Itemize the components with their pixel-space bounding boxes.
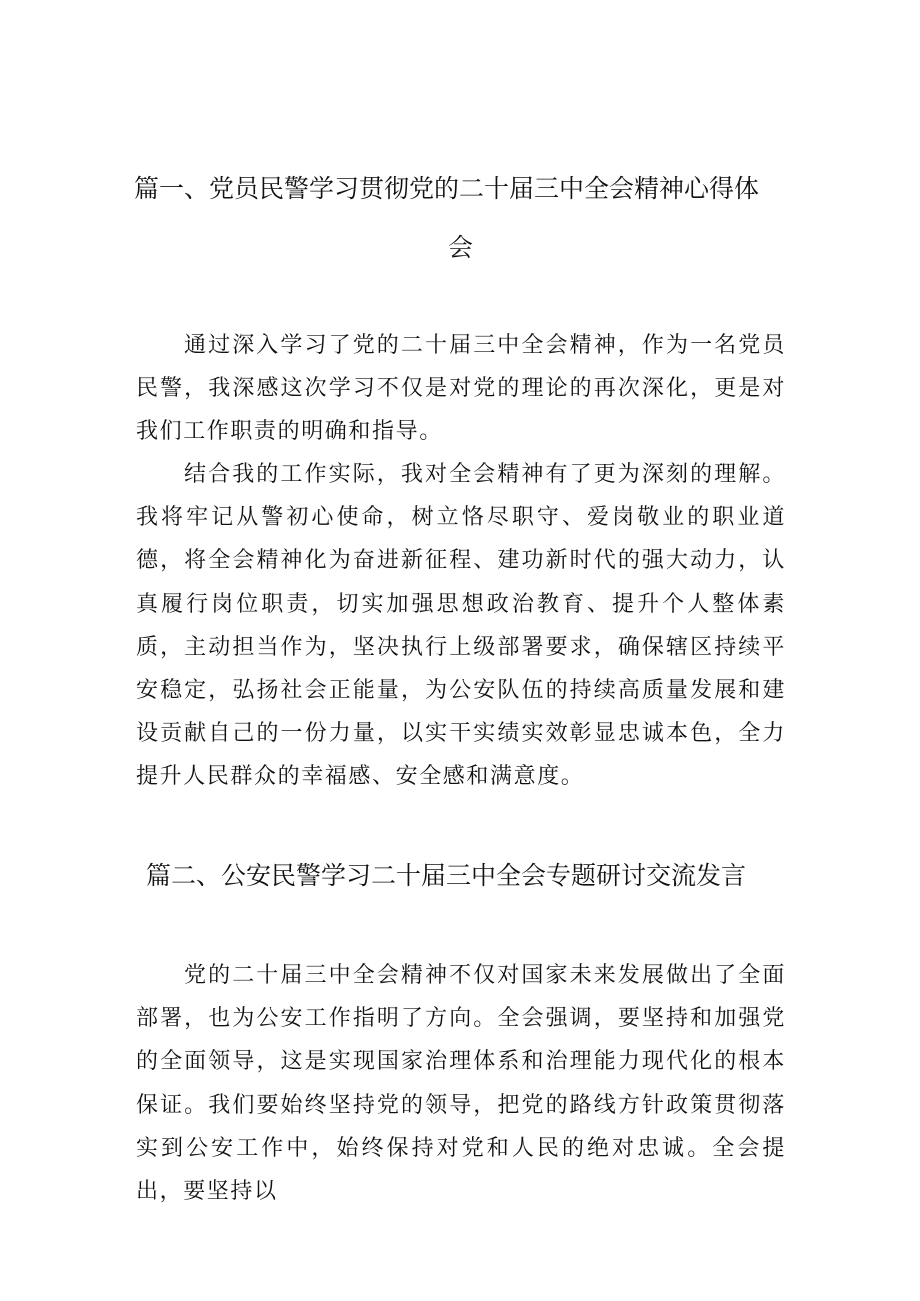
section1-title-line2: 会 <box>448 233 474 262</box>
section1-title-line1: 篇一、党员民警学习贯彻党的二十届三中全会精神心得体 <box>134 174 760 203</box>
section1-paragraph-1: 通过深入学习了党的二十届三中全会精神，作为一名党员民警，我深感这次学习不仅是对党的理论的再次深化，更是对我们工作职责的明确和指导。 <box>136 333 786 445</box>
section2-title: 篇二、公安民警学习二十届三中全会专题研讨交流发言 <box>146 861 747 890</box>
section2-paragraph-1: 党的二十届三中全会精神不仅对国家未来发展做出了全面部署，也为公安工作指明了方向。全会强调，要坚持和加强党的全面领导，这是实现国家治理体系和治理能力现代化的根本保证。我们要始终坚持党的领导，把党的路线方针政策贯彻落实到公安工作中，始终保持对党和人民的绝对忠诚。全会提出，要坚持以 <box>136 963 786 1205</box>
section1-paragraph-2: 结合我的工作实际，我对全会精神有了更为深刻的理解。我将牢记从警初心使命，树立恪尽职守、爱岗敬业的职业道德，将全会精神化为奋进新征程、建功新时代的强大动力，认真履行岗位职责，切实加强思想政治教育、提升个人整体素质，主动担当作为，坚决执行上级部署要求，确保辖区持续平安稳定，弘扬社会正能量，为公安队伍的持续高质量发展和建设贡献自己的一份力量，以实干实绩实效彰显忠诚本色，全力提升人民群众的幸福感、安全感和满意度。 <box>136 462 786 790</box>
